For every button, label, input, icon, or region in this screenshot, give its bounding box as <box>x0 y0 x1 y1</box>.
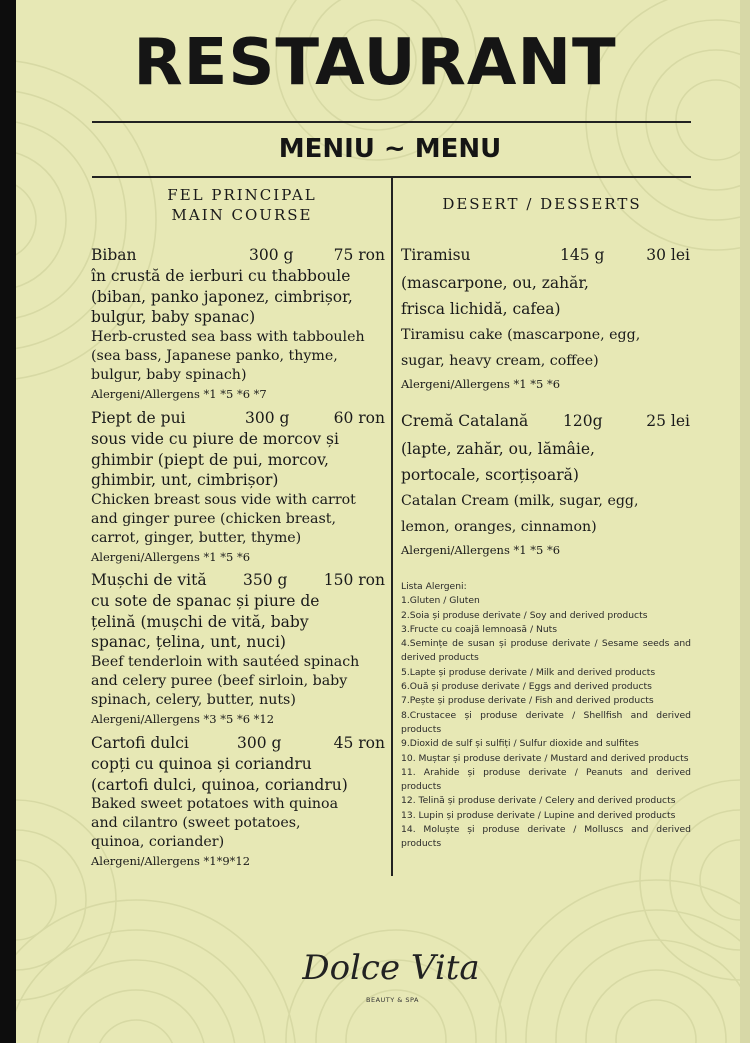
item-description-en: Beef tenderloin with sautéed spinach and celery puree (beef sirloin, baby spinach, celery, butter, nuts) <box>91 653 360 708</box>
logo-name: Dolce Vita <box>302 948 480 988</box>
allergen-entry: 4.Semințe de susan și produse derivate / Sesame seeds and derived products <box>401 638 691 664</box>
item-description-en: Herb-crusted sea bass with tabbouleh (sea bass, Japanese panko, thyme, bulgur, baby spinach) <box>91 328 365 383</box>
desserts-heading: DESERT / DESSERTS <box>442 195 642 213</box>
dolce-vita-logo <box>0 948 750 1004</box>
item-allergens: Alergeni/Allergens *1 *5 *6 <box>401 543 561 557</box>
allergen-entry: 2.Soia și produse derivate / Soy and derived products <box>401 609 648 621</box>
item-name: Biban <box>91 246 137 264</box>
item-weight: 300 g <box>249 246 294 264</box>
divider-top <box>92 121 691 123</box>
item-description-en: Tiramisu cake (mascarpone, egg, sugar, heavy cream, coffee) <box>401 327 641 369</box>
main-course-heading-en: MAIN COURSE <box>171 206 313 224</box>
item-weight: 350 g <box>243 571 288 589</box>
allergen-entry: 13. Lupin și produse derivate / Lupine and derived products <box>401 809 676 821</box>
main-course-heading-ro: FEL PRINCIPAL <box>167 186 317 204</box>
allergen-entry: 12. Telină și produse derivate / Celery and derived products <box>401 795 676 807</box>
dessert-item <box>401 244 690 392</box>
item-name: Mușchi de vită <box>91 571 207 589</box>
item-weight: 145 g <box>560 246 605 264</box>
item-price: 25 lei <box>646 412 690 430</box>
item-description-ro: copți cu quinoa și coriandru (cartofi dulci, quinoa, coriandru) <box>91 755 348 794</box>
allergen-entry: 6.Ouă și produse derivate / Eggs and derived products <box>401 681 652 693</box>
item-price: 30 lei <box>646 246 690 264</box>
allergen-entry: 7.Pește și produse derivate / Fish and derived products <box>401 695 654 707</box>
item-description-ro: sous vide cu piure de morcov și ghimbir (piept de pui, morcov, ghimbir, unt, cimbrișor) <box>91 430 339 489</box>
restaurant-title: RESTAURANT <box>133 26 617 100</box>
item-description-ro: în crustă de ierburi cu thabboule (biban, panko japonez, cimbrișor, bulgur, baby spanac) <box>91 267 353 326</box>
item-description-ro: (lapte, zahăr, ou, lămâie, portocale, scorțișoară) <box>401 440 595 484</box>
item-price: 60 ron <box>333 409 385 427</box>
item-description-ro: cu sote de spanac și piure de țelină (mușchi de vită, baby spanac, țelina, unt, nuci) <box>91 592 320 651</box>
item-name: Tiramisu <box>401 246 471 264</box>
allergen-entry: 14. Moluște și produse derivate / Molluscs and derived products <box>401 824 691 850</box>
item-allergens: Alergeni/Allergens *1 *5 *6 <box>91 549 251 564</box>
item-description-ro: (mascarpone, ou, zahăr, frisca lichidă, cafea) <box>401 274 589 318</box>
main-course-heading <box>92 185 392 225</box>
menu-item <box>91 244 387 402</box>
menu-item <box>91 407 387 565</box>
allergen-entry: 10. Muștar și produse derivate / Mustard and derived products <box>401 752 689 764</box>
item-allergens: Alergeni/Allergens *1 *5 *6 <box>401 377 561 391</box>
item-weight: 300 g <box>245 409 290 427</box>
allergen-list-title: Lista Alergeni: <box>401 581 467 592</box>
item-allergens: Alergeni/Allergens *3 *5 *6 *12 <box>91 711 275 726</box>
item-allergens: Alergeni/Allergens *1 *5 *6 *7 <box>91 386 267 401</box>
menu-item <box>91 732 387 869</box>
item-price: 45 ron <box>333 734 385 752</box>
logo-tagline: BEAUTY & SPA <box>366 996 419 1004</box>
allergen-entry: 8.Crustacee și produse derivate / Shellfish and derived products <box>401 709 691 735</box>
item-allergens: Alergeni/Allergens *1*9*12 <box>91 854 251 868</box>
item-weight: 120g <box>563 412 603 430</box>
allergen-entry: 11. Arahide și produse derivate / Peanuts and derived products <box>401 766 691 793</box>
allergen-list <box>401 580 691 852</box>
dessert-item <box>401 410 690 558</box>
item-price: 150 ron <box>323 571 385 589</box>
allergen-entry: 1.Gluten / Gluten <box>401 595 480 607</box>
item-name: Cremă Catalană <box>401 412 529 430</box>
item-price: 75 ron <box>333 246 385 264</box>
item-name: Piept de pui <box>91 409 186 427</box>
item-name: Cartofi dulci <box>91 734 189 752</box>
item-description-en: Chicken breast sous vide with carrot and ginger puree (chicken breast, carrot, ginger, butter, thyme) <box>91 491 356 546</box>
menu-item <box>91 569 387 727</box>
allergen-entry: 5.Lapte și produse derivate / Milk and derived products <box>401 666 656 678</box>
item-description-en: Catalan Cream (milk, sugar, egg, lemon, oranges, cinnamon) <box>401 493 639 535</box>
allergen-entry: 3.Fructe cu coajă lemnoasă / Nuts <box>401 623 558 635</box>
item-description-en: Baked sweet potatoes with quinoa and cilantro (sweet potatoes, quinoa, coriander) <box>91 796 339 850</box>
allergen-entry: 9.Dioxid de sulf și sulfiți / Sulfur dioxide and sulfites <box>401 738 639 750</box>
item-weight: 300 g <box>237 734 282 752</box>
column-divider <box>391 178 393 876</box>
menu-subtitle: MENIU ~ MENU <box>278 134 502 164</box>
